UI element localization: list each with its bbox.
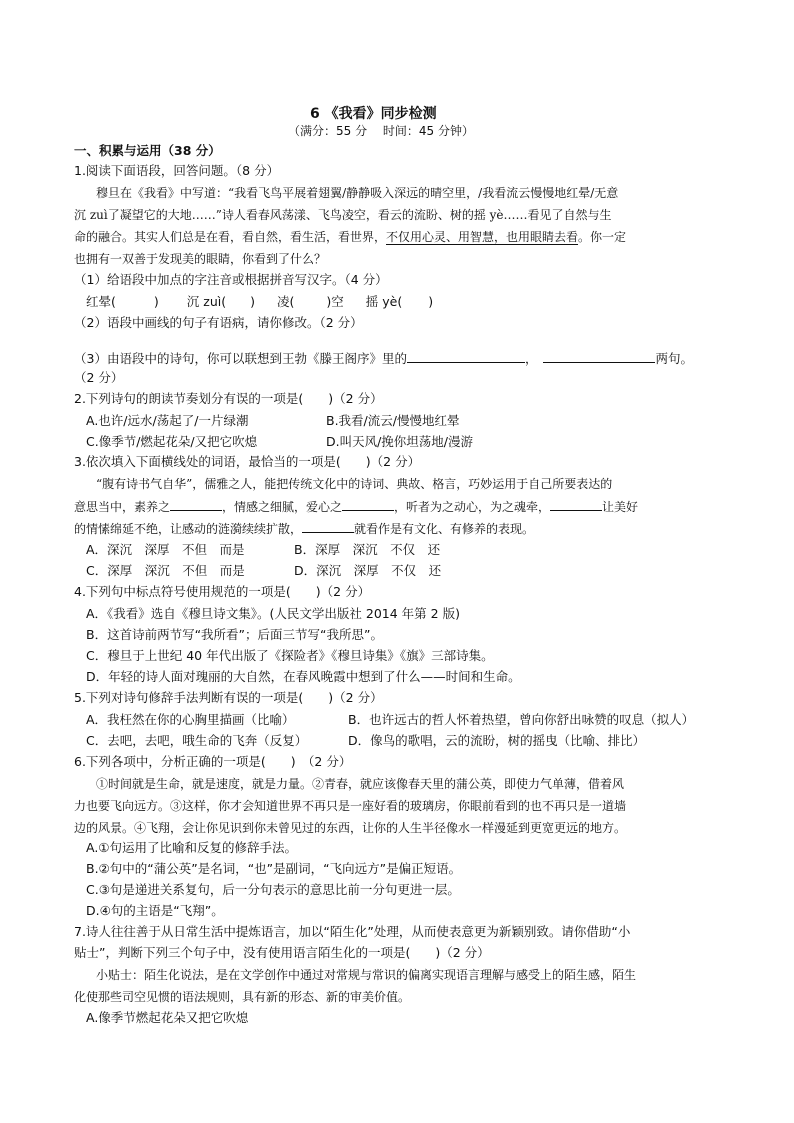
q1-item-text: 沉 zuì(	[186, 294, 227, 309]
q1-sub3-line	[74, 348, 693, 369]
q1-passage-text: 。你一定	[578, 230, 627, 244]
q3-passage-text: ，情感之细腻，爱心之	[222, 500, 343, 514]
q3-passage-text: 意思当中，素养之	[74, 500, 171, 514]
q1-passage-text: 命的融合。其实人们总是在看，看自然，看生活，看世界，	[74, 230, 387, 244]
question-1-stem: 1.阅读下面语段，回答问题。（8 分）	[74, 163, 280, 178]
q6-option-c[interactable]: C.③句是递进关系复句，后一分句表示的意思比前一分句更进一层。	[86, 882, 460, 897]
q3-passage-text: 的情愫绵延不绝，让感动的涟漪续续扩散，	[74, 522, 303, 536]
q4-option-b[interactable]: B．这首诗前两节写“我所看”；后面三节写“我所思”。	[86, 627, 383, 642]
question-4-stem: 4.下列句中标点符号使用规范的一项是( )（2 分）	[74, 584, 371, 599]
q1-passage-line	[74, 227, 626, 247]
question-6-stem: 6.下列各项中，分析正确的一项是( ) （2 分）	[74, 754, 352, 769]
q3-passage-line: “腹有诗书气自华”，儒雅之人，能把传统文化中的诗词、典故、格言，巧妙运用于自己所要表达的	[96, 477, 613, 491]
q1-passage-line: 也拥有一双善于发现美的眼睛，你看到了什么？	[74, 252, 327, 266]
q3-fill-blank[interactable]	[170, 496, 222, 511]
q1-item-text: 凌(	[276, 294, 295, 309]
q2-option-b[interactable]: B.我看/流云/慢慢地红晕	[326, 413, 460, 428]
q3-option-d[interactable]: D．深沉 深厚 不仅 还	[294, 563, 442, 578]
q1-item-text: )	[153, 294, 159, 309]
q1-item-text: )	[250, 294, 255, 309]
page-subtitle: （满分：55 分 时间：45 分钟）	[288, 124, 474, 138]
q1-sub3-text: ，	[524, 351, 538, 366]
q2-option-d[interactable]: D.叫天风/挽你坦荡地/漫游	[326, 434, 474, 449]
q6-option-d[interactable]: D.④句的主语是“飞翔”。	[86, 903, 224, 918]
q3-passage-line	[74, 518, 534, 539]
q3-passage-text: ，听者为之动心，为之魂牵，	[394, 500, 551, 514]
question-3-stem: 3.依次填入下面横线处的词语，最恰当的一项是( )（2 分）	[74, 454, 421, 469]
question-7-stem: 7.诗人往往善于从日常生活中提炼语言，加以“陌生化”处理，从而使表意更为新颖别致。请你借助“小	[74, 924, 631, 939]
q6-passage-line: 边的风景。④飞翔，会让你见识到你未曾见过的东西，让你的人生半径像水一样漫延到更宽更远的地方。	[74, 821, 627, 835]
q7-tip-line: 化使那些司空见惯的语法规则，具有新的形态、新的审美价值。	[74, 990, 411, 1004]
q1-sub2-stem: （2）语段中画线的句子有语病，请你修改。（2 分）	[74, 315, 363, 330]
q7-tip-line: 小贴士：陌生化说法，是在文学创作中通过对常规与常识的偏离实现语言理解与感受上的陌生感，陌生	[96, 968, 637, 982]
q1-sub3-score: （2 分）	[74, 370, 124, 385]
q1-underlined-sentence: 不仅用心灵、用智慧，也用眼睛去看	[386, 230, 579, 244]
q5-option-d[interactable]: D．像鸟的歌唱，云的流盼，树的摇曳（比喻、排比）	[348, 733, 646, 748]
page-title: 6 《我看》同步检测	[310, 106, 437, 122]
q6-option-b[interactable]: B.②句中的“蒲公英”是名词，“也”是副词，“飞向远方”是偏正短语。	[86, 861, 462, 876]
q2-option-c[interactable]: C.像季节/燃起花朵/又把它吹熄	[86, 434, 258, 449]
q3-option-a[interactable]: A．深沉 深厚 不但 而是	[86, 542, 245, 557]
q4-option-a[interactable]: A．《我看》选自《穆旦诗文集》。(人民文学出版社 2014 年第 2 版)	[86, 606, 460, 621]
q1-passage-line: 沉 zuì了凝望它的大地……”诗人看春风荡漾、飞鸟凌空，看云的流盼、树的摇 yè……看见了自然与生	[74, 208, 612, 222]
question-2-stem: 2.下列诗句的朗读节奏划分有误的一项是( )（2 分）	[74, 391, 383, 406]
q3-passage-text: 让美好	[602, 500, 639, 514]
q4-option-c[interactable]: C．穆旦于上世纪 40 年代出版了《探险者》《穆旦诗集》《旗》三部诗集。	[86, 648, 494, 663]
q1-item-text: 摇 yè(	[365, 294, 403, 309]
q5-option-b[interactable]: B．也许远古的哲人怀着热望，曾向你舒出咏赞的叹息（拟人）	[348, 712, 695, 727]
q5-option-c[interactable]: C．去吧，去吧，哦生命的飞奔（反复）	[86, 733, 308, 748]
q3-option-b[interactable]: B．深厚 深沉 不仅 还	[294, 542, 441, 557]
q1-fill-blank[interactable]	[543, 348, 655, 363]
question-5-stem: 5.下列对诗句修辞手法判断有误的一项是( )（2 分）	[74, 690, 383, 705]
q3-passage-text: 就看作是有文化、有修养的表现。	[354, 522, 535, 536]
q6-passage-line: ①时间就是生命，就是速度，就是力量。②青春，就应该像春天里的蒲公英，即使力气单薄，借着风	[96, 777, 625, 791]
q3-option-c[interactable]: C．深厚 深沉 不但 而是	[86, 563, 245, 578]
q4-option-d[interactable]: D．年轻的诗人面对瑰丽的大自然，在春风晚霞中想到了什么——时间和生命。	[86, 669, 521, 684]
q1-sub3-text: （3）由语段中的诗句，你可以联想到王勃《滕王阁序》里的	[74, 351, 407, 366]
q1-item-text: )	[428, 294, 434, 309]
q7-option-a[interactable]: A.像季节燃起花朵又把它吹熄	[86, 1010, 249, 1025]
q1-sub1-stem: （1）给语段中加点的字注音或根据拼音写汉字。（4 分）	[74, 272, 388, 287]
q3-fill-blank[interactable]	[302, 518, 354, 533]
q1-passage-line: 穆旦在《我看》中写道：“我看飞鸟平展着翅翼/静静吸入深远的晴空里，/我看流云慢慢地红晕/无意	[96, 186, 619, 200]
q1-item-text: 红晕(	[86, 294, 116, 309]
q5-option-a[interactable]: A．我枉然在你的心胸里描画（比喻）	[86, 712, 295, 727]
q1-fill-blank[interactable]	[407, 348, 525, 363]
q3-fill-blank[interactable]	[550, 496, 602, 511]
q2-option-a[interactable]: A.也许/远水/荡起了/一片绿潮	[86, 413, 249, 428]
q1-sub3-text: 两句。	[655, 351, 693, 366]
q1-sub1-items	[86, 292, 433, 312]
section-heading: 一、积累与运用（38 分）	[74, 143, 221, 158]
q6-option-a[interactable]: A.①句运用了比喻和反复的修辞手法。	[86, 840, 298, 855]
q6-passage-line: 力也要飞向远方。③这样，你才会知道世界不再只是一座好看的玻璃房，你眼前看到的也不再只是一道墙	[74, 799, 627, 813]
q3-fill-blank[interactable]	[342, 496, 394, 511]
q1-item-text: )空	[326, 294, 344, 309]
question-7-stem: 贴士”，判断下列三个句子中，没有使用语言陌生化的一项是( )（2 分）	[74, 945, 490, 960]
q3-passage-line	[74, 496, 638, 517]
